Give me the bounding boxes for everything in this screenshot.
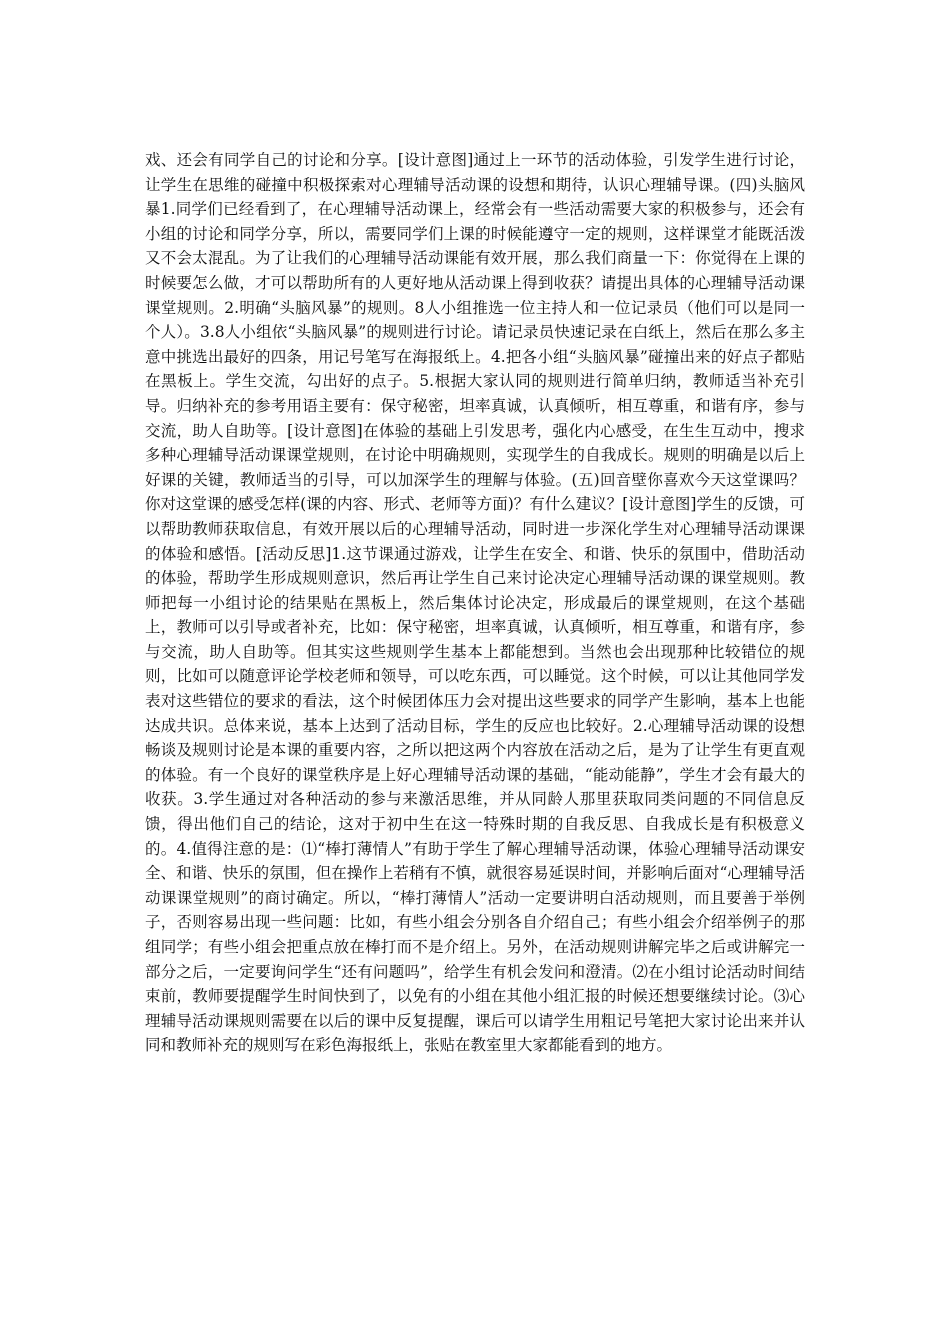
document-page <box>145 148 805 1058</box>
body-paragraph: 戏、还会有同学自己的讨论和分享。[设计意图]通过上一环节的活动体验，引发学生进行讨论，让学生在思维的碰撞中积极探索对心理辅导活动课的设想和期待，认识心理辅导课。(四)头脑风暴1.同学们已经看到了，在心理辅导活动课上，经常会有一些活动需要大家的积极参与，还会有小组的讨论和同学分享，所以，需要同学们上课的时候能遵守一定的规则，这样课堂才能既活泼又不会太混乱。为了让我们的心理辅导活动课能有效开展，那么我们商量一下：你觉得在上课的时候要怎么做，才可以帮助所有的人更好地从活动课上得到收获？请提出具体的心理辅导活动课课堂规则。2.明确“头脑风暴”的规则。8人小组推选一位主持人和一位记录员（他们可以是同一个人）。3.8人小组依“头脑风暴”的规则进行讨论。请记录员快速记录在白纸上，然后在那么多主意中挑选出最好的四条，用记号笔写在海报纸上。4.把各小组“头脑风暴”碰撞出来的好点子都贴在黑板上。学生交流，勾出好的点子。5.根据大家认同的规则进行简单归纳，教师适当补充引导。归纳补充的参考用语主要有：保守秘密，坦率真诚，认真倾听，相互尊重，和谐有序，参与交流，助人自助等。[设计意图]在体验的基础上引发思考，强化内心感受，在生生互动中，搜求多种心理辅导活动课课堂规则，在讨论中明确规则，实现学生的自我成长。规则的明确是以后上好课的关键，教师适当的引导，可以加深学生的理解与体验。(五)回音壁你喜欢今天这堂课吗？你对这堂课的感受怎样(课的内容、形式、老师等方面)？有什么建议？[设计意图]学生的反馈，可以帮助教师获取信息，有效开展以后的心理辅导活动，同时进一步深化学生对心理辅导活动课课的体验和感悟。[活动反思]1.这节课通过游戏，让学生在安全、和谐、快乐的氛围中，借助活动的体验，帮助学生形成规则意识，然后再让学生自己来讨论决定心理辅导活动课的课堂规则。教师把每一小组讨论的结果贴在黑板上，然后集体讨论决定，形成最后的课堂规则，在这个基础上，教师可以引导或者补充，比如：保守秘密，坦率真诚，认真倾听，相互尊重，和谐有序，参与交流，助人自助等。但其实这些规则学生基本上都能想到。当然也会出现那种比较错位的规则，比如可以随意评论学校老师和领导，可以吃东西，可以睡觉。这个时候，可以让其他同学发表对这些错位的要求的看法，这个时候团体压力会对提出这些要求的同学产生影响，基本上也能达成共识。总体来说，基本上达到了活动目标，学生的反应也比较好。2.心理辅导活动课的设想畅谈及规则讨论是本课的重要内容，之所以把这两个内容放在活动之后，是为了让学生有更直观的体验。有一个良好的课堂秩序是上好心理辅导活动课的基础，“能动能静”，学生才会有最大的收获。3.学生通过对各种活动的参与来激活思维，并从同龄人那里获取同类问题的不同信息反馈，得出他们自己的结论，这对于初中生在这一特殊时期的自我反思、自我成长是有积极意义的。4.值得注意的是：⑴“棒打薄情人”有助于学生了解心理辅导活动课，体验心理辅导活动课安全、和谐、快乐的氛围，但在操作上若稍有不慎，就很容易延误时间，并影响后面对“心理辅导活动课课堂规则”的商讨确定。所以，“棒打薄情人”活动一定要讲明白活动规则，而且要善于举例子，否则容易出现一些问题：比如，有些小组会分别各自介绍自己；有些小组会介绍举例子的那组同学；有些小组会把重点放在棒打而不是介绍上。另外，在活动规则讲解完毕之后或讲解完一部分之后，一定要询问学生“还有问题吗”，给学生有机会发问和澄清。⑵在小组讨论活动时间结束前，教师要提醒学生时间快到了，以免有的小组在其他小组汇报的时候还想要继续讨论。⑶心理辅导活动课规则需要在以后的课中反复提醒，课后可以请学生用粗记号笔把大家讨论出来并认同和教师补充的规则写在彩色海报纸上，张贴在教室里大家都能看到的地方。 <box>145 151 805 1055</box>
